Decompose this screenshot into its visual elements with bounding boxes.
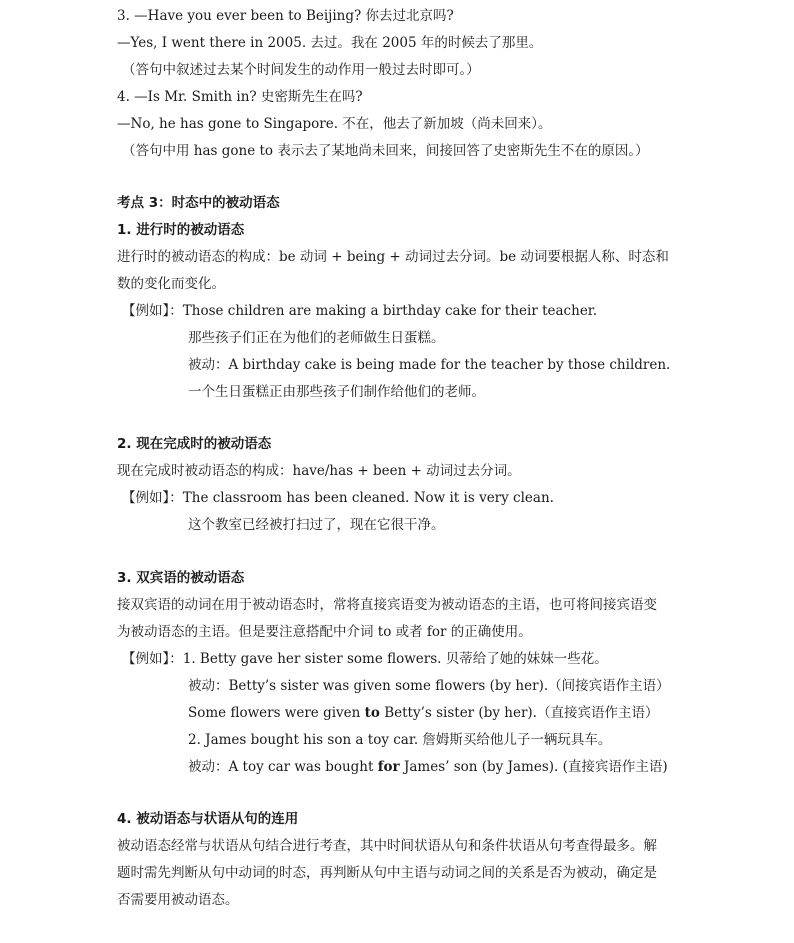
section-heading: 考点 3：时态中的被动语态 [117, 195, 280, 211]
double-object-rule-line2: 为被动语态的主语。但是要注意搭配中介词 to 或者 for 的正确使用。 [117, 624, 532, 640]
double-object-rule-line1: 接双宾语的动词在用于被动语态时，常将直接宾语变为被动语态的主语，也可将间接宾语变 [117, 597, 657, 613]
double-object-passive-direct [188, 703, 658, 723]
double-object-example-2: 2. James bought his son a toy car. 詹姆斯买给他儿子一辆玩具车。 [188, 732, 612, 748]
progressive-example-cn: 那些孩子们正在为他们的老师做生日蛋糕。 [188, 330, 445, 346]
double-object-passive-indirect: 被动：Betty’s sister was given some flowers (by her).（间接宾语作主语） [188, 678, 670, 694]
example-4-answer: —No, he has gone to Singapore. 不在，他去了新加坡（尚未回来）。 [117, 116, 552, 132]
emphasis-to: to [364, 705, 380, 721]
progressive-passive-cn: 一个生日蛋糕正由那些孩子们制作给他们的老师。 [188, 384, 485, 400]
text-segment: Betty’s sister (by her).（直接宾语作主语） [379, 705, 659, 721]
text-segment: Some flowers were given [188, 705, 365, 721]
adverbial-rule-line1: 被动语态经常与状语从句结合进行考查，其中时间状语从句和条件状语从句考查得最多。解 [117, 838, 657, 854]
example-4-question: 4. —Is Mr. Smith in? 史密斯先生在吗? [117, 89, 363, 105]
adverbial-rule-line2: 题时需先判断从句中动词的时态，再判断从句中主语与动词之间的关系是否为被动，确定是 [117, 865, 657, 881]
adverbial-rule-line3: 否需要用被动语态。 [117, 892, 239, 908]
example-3-note: （答句中叙述过去某个时间发生的动作用一般过去时即可。） [122, 62, 480, 78]
subheading-double-object: 3. 双宾语的被动语态 [117, 570, 245, 586]
double-object-example-1: 【例如】：1. Betty gave her sister some flowers. 贝蒂给了她的妹妹一些花。 [122, 651, 608, 667]
subheading-adverbial-clause: 4. 被动语态与状语从句的连用 [117, 811, 299, 827]
subheading-perfect: 2. 现在完成时的被动语态 [117, 436, 272, 452]
perfect-example: 【例如】：The classroom has been cleaned. Now it is very clean. [122, 490, 554, 506]
example-3-answer: —Yes, I went there in 2005. 去过。我在 2005 年的时候去了那里。 [117, 35, 543, 51]
perfect-rule: 现在完成时被动语态的构成：have/has + been + 动词过去分词。 [117, 463, 521, 479]
subheading-progressive: 1. 进行时的被动语态 [117, 222, 245, 238]
double-object-passive-2 [188, 757, 668, 777]
text-segment: 被动：A toy car was bought [188, 759, 378, 775]
progressive-passive: 被动：A birthday cake is being made for the teacher by those children. [188, 357, 671, 373]
example-3-question: 3. —Have you ever been to Beijing? 你去过北京吗? [117, 8, 454, 24]
text-segment: James’ son (by James). (直接宾语作主语) [399, 759, 668, 775]
example-4-note: （答句中用 has gone to 表示去了某地尚未回来，间接回答了史密斯先生不在的原因。） [122, 143, 649, 159]
emphasis-for: for [377, 759, 400, 775]
perfect-example-cn: 这个教室已经被打扫过了，现在它很干净。 [188, 517, 445, 533]
progressive-rule-line2: 数的变化而变化。 [117, 276, 225, 292]
progressive-example: 【例如】：Those children are making a birthday cake for their teacher. [122, 303, 598, 319]
progressive-rule-line1: 进行时的被动语态的构成：be 动词 + being + 动词过去分词。be 动词要根据人称、时态和 [117, 249, 669, 265]
